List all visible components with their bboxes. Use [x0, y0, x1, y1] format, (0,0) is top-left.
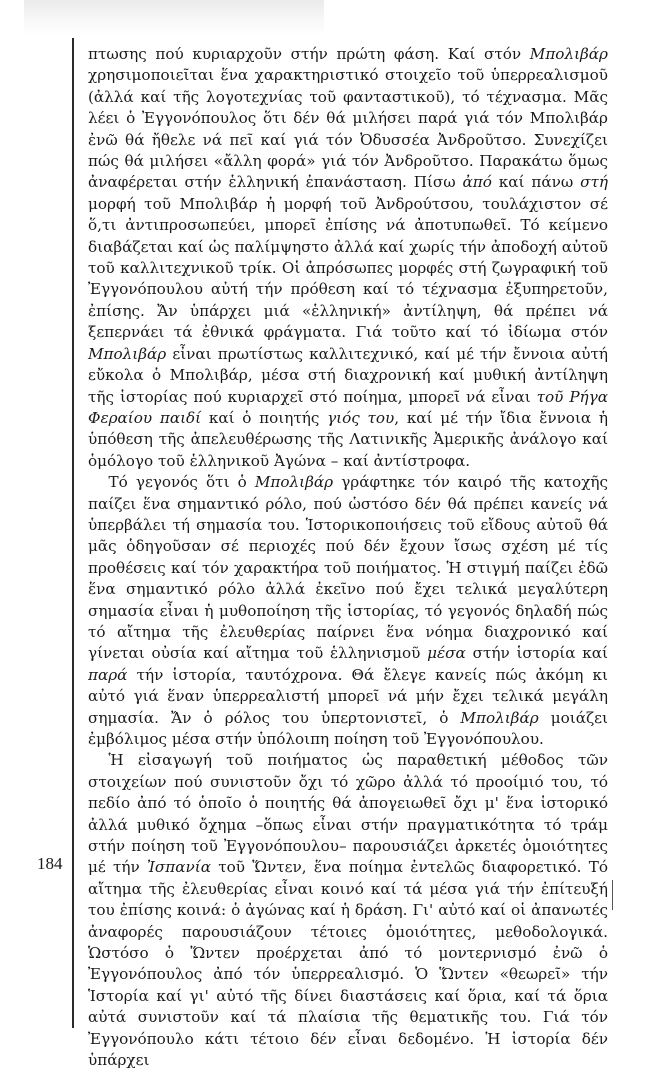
text-run: γράφτηκε τόν καιρό τῆς κατοχῆς παίζει ἕνα σημαντικό ρόλο, πού ὡστόσο δέν θά πρέπει κανείς νά ὑπερβάλει τή σημασία του. Ἱστορικοποιήσεις τοῦ εἴδους αὐτοῦ θά μᾶς ὁδηγοῦσαν σέ περιοχές πού δέν ἔχουν ἴσως σχέση μέ τίς προθέσεις καί τόν χαρακτήρα τοῦ ποιήματος. Ἡ στιγμή παίζει ἐδῶ ἕνα σημαντικό ρόλο ἀλλά ἐκεῖνο πού ἔχει τελικά μεγαλύτερη σημασία εἶναι ἡ μυθοποίηση τῆς ἱστορίας, τό γεγονός δηλαδή πώς τό αἴτημα τῆς ἐλευθερίας παίρνει ἕνα νόημα διαχρονικό καί γίνεται οὐσία καί αἴτημα τοῦ ἑλληνισμοῦ: [88, 473, 609, 663]
text-run: Τό γεγονός ὅτι ὁ: [108, 473, 255, 492]
text-run: μοιάζει ἐμβόλιμος μέσα στήν ὑπόλοιπη ποίηση τοῦ Ἐγγονόπουλου.: [88, 708, 609, 748]
paragraph-1: [88, 44, 608, 472]
paragraph-3: [88, 750, 608, 1071]
text-run: , καί μέ τήν ἴδια ἔννοια ἡ ὑπόθεση τῆς ἀπελευθέρωσης τῆς Λατινικῆς Ἀμερικῆς ἀνάλογο καί ὁμόλογο τοῦ ἑλληνικοῦ Ἀγώνα – καί ἀντίστροφα.: [88, 408, 608, 470]
italic-text: Ἰσπανία: [146, 858, 211, 877]
italic-text: Μπολιβάρ: [529, 45, 608, 63]
italic-text: γιός του: [327, 408, 395, 427]
italic-text: στή: [580, 173, 608, 192]
text-run: καί πάνω: [491, 173, 581, 192]
text-run: στήν ἱστορία καί: [465, 644, 608, 663]
text-run: τοῦ Ὥντεν, ἕνα ποίημα ἐντελῶς διαφορετικό. Τό αἴτημα τῆς ἐλευθερίας εἶναι κοινό καί τά μέσα γιά τήν ἐπίτευξή του ἐπίσης κοινά: ὁ ἀγώνας καί ἡ δράση. Γι' αὐτό καί οἱ ἀπανωτές ἀναφορές παρουσιάζουν τέτοιες ὁμοιότητες, μεθοδολογικά. Ὡστόσο ὁ Ὥντεν προέρχεται ἀπό τό μοντερνισμό ἐνῶ ὁ Ἐγγονόπουλος ἀπό τόν ὑπερρεαλισμό. Ὁ Ὥντεν «θεωρεῖ» τήν Ἱστορία καί γι' αὐτό τῆς δίνει διαστάσεις καί ὅρια, καί τά ὅρια αὐτά συνιστοῦν καί τά πλαίσια τῆς θεματικῆς του. Γιά τόν Ἐγγονόπουλο κάτι τέτοιο δέν εἶναι δεδομένο. Ἡ ἱστορία δέν ὑπάρχει: [88, 858, 608, 1070]
text-run: καί ὁ ποιητής: [201, 408, 328, 427]
italic-text: μέσα: [427, 644, 466, 663]
italic-text: Μπολιβάρ: [460, 708, 539, 727]
italic-text: τοῦ Ρήγα Φεραίου παιδί: [88, 387, 608, 427]
text-run: μορφή τοῦ Μπολιβάρ ἡ μορφή τοῦ Ἀνδρούτσου, τουλάχιστον σέ ὅ,τι ἀντιπροσωπεύει, μπορεῖ ἐπίσης νά ἀποτυπωθεῖ. Τό κείμενο διαβάζεται καί ὡς παλίμψηστο ἀλλά καί χωρίς τήν ἀποδοχή αὐτοῦ τοῦ καλλιτεχνικοῦ τρίκ. Οἱ ἀπρόσωπες μορφές στή ζωγραφική τοῦ Ἐγγονόπουλου αὐτή τήν πρόθεση καί τό τέχνασμα ἐξυπηρετοῦν, ἐπίσης. Ἄν ὑπάρχει μιά «ἑλληνική» ἀντίληψη, θά πρέπει νά ξεπερνάει τά ἐθνικά φράγματα. Γιά τοῦτο καί τό ἰδίωμα στόν: [88, 194, 608, 342]
paragraph-2: [88, 472, 608, 750]
italic-text: παρά: [88, 665, 128, 684]
italic-text: Μπολιβάρ: [254, 473, 334, 492]
text-run: χρησιμοποιεῖται ἕνα χαρακτηριστικό στοιχεῖο τοῦ ὑπερρεαλισμοῦ (ἀλλά καί τῆς λογοτεχνίας τοῦ φανταστικοῦ), τό τέχνασμα. Μᾶς λέει ὁ Ἐγγονόπουλος ὅτι δέν θά μιλήσει παρά γιά τόν Μπολιβάρ ἐνῶ θά ἤθελε νά πεῖ καί γιά τόν Ὀδυσσέα Ἀνδροῦτσο. Συνεχίζει πώς θά μιλήσει «ἄλλη φορά» γιά τόν Ἀνδροῦτσο. Παρακάτω ὅμως ἀναφέρεται στήν ἑλληνική ἐπανάσταση. Πίσω: [88, 66, 608, 192]
body-text: [88, 44, 608, 1072]
text-run: τήν ἱστορία, ταυτόχρονα. Θά ἔλεγε κανείς πώς ἀκόμη κι αὐτό γιά ἕναν ὑπερρεαλιστή μπορεῖ νά μήν ἔχει τελικά μεγάλη σημασία. Ἄν ὁ ρόλος του ὑπερτονιστεῖ, ὁ: [88, 665, 608, 727]
text-run: πτωσης πού κυριαρχοῦν στήν πρώτη φάση. Καί στόν: [88, 45, 530, 63]
text-run: Ἡ εἰσαγωγή τοῦ ποιήματος ὡς παραθετική μέθοδος τῶν στοιχείων πού συνιστοῦν ὄχι τό χῶρο ἀλλά τό προοίμιό του, τό πεδίο ἀπό τό ὁποῖο ὁ ποιητής θά ἀπογειωθεῖ ὄχι μ' ἕνα ἱστορικό ἀλλά μυθικό ὄχημα –ὅπως εἶναι στήν πραγματικότητα τό τράμ στήν ποίηση τοῦ Ἐγγονόπουλου– παρουσιάζει ἀρκετές ὁμοιότητες μέ τήν: [88, 751, 608, 877]
margin-rule: [72, 38, 74, 1028]
italic-text: ἀπό: [462, 173, 492, 192]
page-number: 184: [37, 854, 63, 873]
page-scan-shadow: [24, 0, 324, 36]
italic-text: Μπολιβάρ: [88, 344, 167, 363]
ink-mark: [612, 880, 613, 910]
text-run: εἶναι πρωτίστως καλλιτεχνικό, καί μέ τήν ἔννοια αὐτή εὔκολα ὁ Μπολιβάρ, μέσα στή διαχρονική καί μυθική ἀντίληψη τῆς ἱστορίας πού κυριαρχεῖ στό ποίημα, μπορεῖ νά εἶναι: [88, 344, 608, 406]
